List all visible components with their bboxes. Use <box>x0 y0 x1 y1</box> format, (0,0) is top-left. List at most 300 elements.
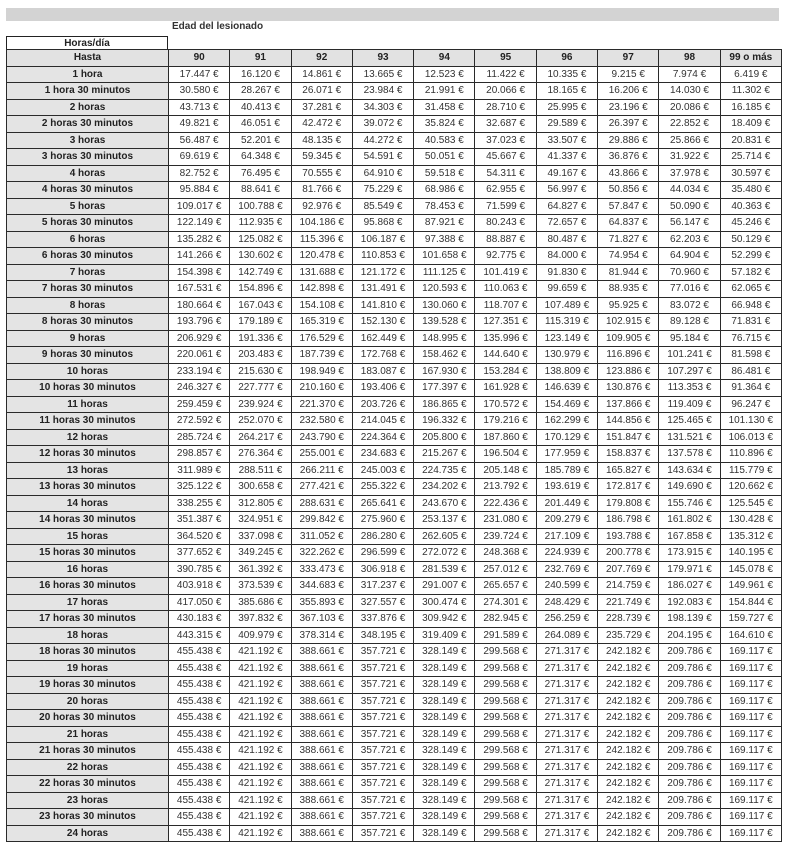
amount-cell: 69.619 € <box>169 149 230 166</box>
amount-cell: 234.202 € <box>414 479 475 496</box>
amount-cell: 91.830 € <box>536 264 597 281</box>
amount-cell: 186.865 € <box>414 396 475 413</box>
amount-cell: 242.182 € <box>598 759 659 776</box>
amount-cell: 152.130 € <box>352 314 413 331</box>
amount-cell: 18.165 € <box>536 83 597 100</box>
amount-cell: 49.821 € <box>169 116 230 133</box>
amount-cell: 201.449 € <box>536 495 597 512</box>
row-header-label: Hasta <box>7 50 169 67</box>
amount-cell: 455.438 € <box>169 677 230 694</box>
amount-cell: 187.860 € <box>475 429 536 446</box>
row-label-hours: 9 horas <box>7 330 169 347</box>
table-row <box>7 248 782 265</box>
amount-cell: 271.317 € <box>536 743 597 760</box>
amount-cell: 130.876 € <box>598 380 659 397</box>
amount-cell: 54.591 € <box>352 149 413 166</box>
amount-cell: 421.192 € <box>230 660 291 677</box>
amount-cell: 252.070 € <box>230 413 291 430</box>
amount-cell: 82.752 € <box>169 165 230 182</box>
amount-cell: 112.935 € <box>230 215 291 232</box>
amount-cell: 328.149 € <box>414 825 475 842</box>
amount-cell: 110.853 € <box>352 248 413 265</box>
amount-cell: 222.436 € <box>475 495 536 512</box>
amount-cell: 351.387 € <box>169 512 230 529</box>
row-label-hours: 4 horas 30 minutos <box>7 182 169 199</box>
row-label-hours: 7 horas <box>7 264 169 281</box>
amount-cell: 99.659 € <box>536 281 597 298</box>
table-row <box>7 380 782 397</box>
amount-cell: 198.139 € <box>659 611 720 628</box>
amount-cell: 57.182 € <box>720 264 781 281</box>
amount-cell: 281.539 € <box>414 561 475 578</box>
amount-cell: 221.370 € <box>291 396 352 413</box>
row-label-hours: 18 horas <box>7 627 169 644</box>
amount-cell: 299.568 € <box>475 693 536 710</box>
amount-cell: 56.487 € <box>169 132 230 149</box>
header-row <box>7 50 782 67</box>
amount-cell: 213.792 € <box>475 479 536 496</box>
amount-cell: 227.777 € <box>230 380 291 397</box>
table-row <box>7 396 782 413</box>
amount-cell: 232.769 € <box>536 561 597 578</box>
amount-cell: 71.831 € <box>720 314 781 331</box>
table-row <box>7 116 782 133</box>
amount-cell: 357.721 € <box>352 710 413 727</box>
amount-cell: 242.182 € <box>598 776 659 793</box>
amount-cell: 246.327 € <box>169 380 230 397</box>
amount-cell: 70.960 € <box>659 264 720 281</box>
row-label-hours: 14 horas 30 minutos <box>7 512 169 529</box>
amount-cell: 62.065 € <box>720 281 781 298</box>
table-row <box>7 825 782 842</box>
amount-cell: 37.281 € <box>291 99 352 116</box>
amount-cell: 18.409 € <box>720 116 781 133</box>
amount-cell: 299.568 € <box>475 644 536 661</box>
amount-cell: 154.108 € <box>291 297 352 314</box>
amount-cell: 37.023 € <box>475 132 536 149</box>
amount-cell: 239.724 € <box>475 528 536 545</box>
row-label-hours: 6 horas 30 minutos <box>7 248 169 265</box>
table-row <box>7 281 782 298</box>
amount-cell: 167.858 € <box>659 528 720 545</box>
table-row <box>7 446 782 463</box>
table-row <box>7 363 782 380</box>
row-label-hours: 20 horas 30 minutos <box>7 710 169 727</box>
amount-cell: 155.746 € <box>659 495 720 512</box>
amount-cell: 167.930 € <box>414 363 475 380</box>
amount-cell: 421.192 € <box>230 726 291 743</box>
row-label-hours: 13 horas <box>7 462 169 479</box>
amount-cell: 207.769 € <box>598 561 659 578</box>
amount-cell: 390.785 € <box>169 561 230 578</box>
column-header-age: 93 <box>352 50 413 67</box>
amount-cell: 76.495 € <box>230 165 291 182</box>
amount-cell: 357.721 € <box>352 776 413 793</box>
amount-cell: 23.196 € <box>598 99 659 116</box>
amount-cell: 30.580 € <box>169 83 230 100</box>
table-row <box>7 314 782 331</box>
amount-cell: 421.192 € <box>230 825 291 842</box>
amount-cell: 169.117 € <box>720 677 781 694</box>
table-row <box>7 165 782 182</box>
amount-cell: 123.149 € <box>536 330 597 347</box>
amount-cell: 135.996 € <box>475 330 536 347</box>
table-row <box>7 413 782 430</box>
amount-cell: 373.539 € <box>230 578 291 595</box>
amount-cell: 193.796 € <box>169 314 230 331</box>
table-row <box>7 726 782 743</box>
amount-cell: 312.805 € <box>230 495 291 512</box>
amount-cell: 193.788 € <box>598 528 659 545</box>
row-label-hours: 3 horas <box>7 132 169 149</box>
amount-cell: 142.749 € <box>230 264 291 281</box>
amount-cell: 154.844 € <box>720 594 781 611</box>
amount-cell: 21.991 € <box>414 83 475 100</box>
amount-cell: 209.786 € <box>659 726 720 743</box>
table-row <box>7 99 782 116</box>
table-row <box>7 792 782 809</box>
amount-cell: 109.017 € <box>169 198 230 215</box>
amount-cell: 272.592 € <box>169 413 230 430</box>
amount-cell: 455.438 € <box>169 743 230 760</box>
amount-cell: 255.322 € <box>352 479 413 496</box>
amount-cell: 169.117 € <box>720 710 781 727</box>
column-header-age: 90 <box>169 50 230 67</box>
amount-cell: 388.661 € <box>291 792 352 809</box>
amount-cell: 204.195 € <box>659 627 720 644</box>
table-row <box>7 759 782 776</box>
amount-cell: 9.215 € <box>598 66 659 83</box>
amount-cell: 144.640 € <box>475 347 536 364</box>
amount-cell: 192.083 € <box>659 594 720 611</box>
row-label-hours: 19 horas 30 minutos <box>7 677 169 694</box>
amount-cell: 209.786 € <box>659 644 720 661</box>
amount-cell: 64.827 € <box>536 198 597 215</box>
row-label-hours: 3 horas 30 minutos <box>7 149 169 166</box>
amount-cell: 455.438 € <box>169 825 230 842</box>
amount-cell: 95.884 € <box>169 182 230 199</box>
amount-cell: 83.072 € <box>659 297 720 314</box>
row-label-hours: 20 horas <box>7 693 169 710</box>
amount-cell: 378.314 € <box>291 627 352 644</box>
amount-cell: 421.192 € <box>230 759 291 776</box>
amount-cell: 255.001 € <box>291 446 352 463</box>
amount-cell: 221.749 € <box>598 594 659 611</box>
amount-cell: 271.317 € <box>536 776 597 793</box>
amount-cell: 92.775 € <box>475 248 536 265</box>
amount-cell: 421.192 € <box>230 710 291 727</box>
amount-cell: 328.149 € <box>414 792 475 809</box>
amount-cell: 26.071 € <box>291 83 352 100</box>
amount-cell: 169.117 € <box>720 776 781 793</box>
amount-cell: 357.721 € <box>352 759 413 776</box>
amount-cell: 443.315 € <box>169 627 230 644</box>
amount-cell: 170.129 € <box>536 429 597 446</box>
amount-cell: 81.944 € <box>598 264 659 281</box>
amount-cell: 325.122 € <box>169 479 230 496</box>
amount-cell: 243.790 € <box>291 429 352 446</box>
amount-cell: 275.960 € <box>352 512 413 529</box>
amount-cell: 106.013 € <box>720 429 781 446</box>
amount-cell: 45.246 € <box>720 215 781 232</box>
amount-cell: 50.051 € <box>414 149 475 166</box>
amount-cell: 291.589 € <box>475 627 536 644</box>
amount-cell: 388.661 € <box>291 677 352 694</box>
amount-cell: 25.866 € <box>659 132 720 149</box>
amount-cell: 455.438 € <box>169 644 230 661</box>
amount-cell: 25.714 € <box>720 149 781 166</box>
amount-cell: 172.817 € <box>598 479 659 496</box>
amount-cell: 200.778 € <box>598 545 659 562</box>
amount-cell: 64.837 € <box>598 215 659 232</box>
column-header-age: 99 o más <box>720 50 781 67</box>
amount-cell: 59.345 € <box>291 149 352 166</box>
row-label-hours: 12 horas 30 minutos <box>7 446 169 463</box>
table-row <box>7 627 782 644</box>
amount-cell: 46.051 € <box>230 116 291 133</box>
amount-cell: 357.721 € <box>352 792 413 809</box>
row-label-hours: 7 horas 30 minutos <box>7 281 169 298</box>
amount-cell: 328.149 € <box>414 809 475 826</box>
amount-cell: 367.103 € <box>291 611 352 628</box>
amount-cell: 29.886 € <box>598 132 659 149</box>
amount-cell: 29.589 € <box>536 116 597 133</box>
table-row <box>7 776 782 793</box>
amount-cell: 377.652 € <box>169 545 230 562</box>
column-header-age: 92 <box>291 50 352 67</box>
amount-cell: 16.185 € <box>720 99 781 116</box>
amount-cell: 183.087 € <box>352 363 413 380</box>
amount-cell: 115.779 € <box>720 462 781 479</box>
amount-cell: 327.557 € <box>352 594 413 611</box>
amount-cell: 68.986 € <box>414 182 475 199</box>
column-header-age: 98 <box>659 50 720 67</box>
amount-cell: 121.172 € <box>352 264 413 281</box>
table-row <box>7 462 782 479</box>
amount-cell: 17.447 € <box>169 66 230 83</box>
row-label-hours: 22 horas <box>7 759 169 776</box>
amount-cell: 74.954 € <box>598 248 659 265</box>
amount-cell: 101.130 € <box>720 413 781 430</box>
table-row <box>7 264 782 281</box>
amount-cell: 109.905 € <box>598 330 659 347</box>
amount-cell: 162.449 € <box>352 330 413 347</box>
table-row <box>7 198 782 215</box>
amount-cell: 357.721 € <box>352 726 413 743</box>
row-label-hours: 9 horas 30 minutos <box>7 347 169 364</box>
amount-cell: 16.120 € <box>230 66 291 83</box>
table-row <box>7 347 782 364</box>
amount-cell: 299.568 € <box>475 677 536 694</box>
amount-cell: 31.458 € <box>414 99 475 116</box>
amount-cell: 421.192 € <box>230 776 291 793</box>
column-header-age: 94 <box>414 50 475 67</box>
amount-cell: 196.332 € <box>414 413 475 430</box>
amount-cell: 271.317 € <box>536 726 597 743</box>
amount-cell: 421.192 € <box>230 677 291 694</box>
amount-cell: 165.827 € <box>598 462 659 479</box>
amount-cell: 421.192 € <box>230 644 291 661</box>
amount-cell: 85.549 € <box>352 198 413 215</box>
amount-cell: 455.438 € <box>169 776 230 793</box>
amount-cell: 193.406 € <box>352 380 413 397</box>
amount-cell: 106.187 € <box>352 231 413 248</box>
amount-cell: 210.160 € <box>291 380 352 397</box>
amount-cell: 81.766 € <box>291 182 352 199</box>
amount-cell: 388.661 € <box>291 710 352 727</box>
amount-cell: 333.473 € <box>291 561 352 578</box>
amount-cell: 37.978 € <box>659 165 720 182</box>
amount-cell: 277.421 € <box>291 479 352 496</box>
amount-cell: 337.098 € <box>230 528 291 545</box>
row-label-hours: 1 hora 30 minutos <box>7 83 169 100</box>
amount-cell: 42.472 € <box>291 116 352 133</box>
amount-cell: 87.921 € <box>414 215 475 232</box>
row-label-hours: 21 horas <box>7 726 169 743</box>
table-row <box>7 809 782 826</box>
amount-cell: 162.299 € <box>536 413 597 430</box>
amount-cell: 59.518 € <box>414 165 475 182</box>
amount-cell: 125.545 € <box>720 495 781 512</box>
amount-cell: 242.182 € <box>598 660 659 677</box>
amount-cell: 299.568 € <box>475 660 536 677</box>
amount-cell: 75.229 € <box>352 182 413 199</box>
amount-cell: 172.768 € <box>352 347 413 364</box>
amount-cell: 120.478 € <box>291 248 352 265</box>
amount-cell: 271.317 € <box>536 825 597 842</box>
amount-cell: 271.317 € <box>536 644 597 661</box>
amount-cell: 30.597 € <box>720 165 781 182</box>
amount-cell: 16.206 € <box>598 83 659 100</box>
amount-cell: 31.922 € <box>659 149 720 166</box>
amount-cell: 80.243 € <box>475 215 536 232</box>
amount-cell: 130.060 € <box>414 297 475 314</box>
amount-cell: 101.241 € <box>659 347 720 364</box>
amount-cell: 50.090 € <box>659 198 720 215</box>
table-row <box>7 561 782 578</box>
row-label-hours: 11 horas <box>7 396 169 413</box>
amount-cell: 248.368 € <box>475 545 536 562</box>
amount-cell: 40.363 € <box>720 198 781 215</box>
amount-cell: 154.896 € <box>230 281 291 298</box>
amount-cell: 96.247 € <box>720 396 781 413</box>
amount-cell: 45.667 € <box>475 149 536 166</box>
amount-cell: 299.842 € <box>291 512 352 529</box>
row-label-hours: 22 horas 30 minutos <box>7 776 169 793</box>
amount-cell: 177.397 € <box>414 380 475 397</box>
amount-cell: 141.266 € <box>169 248 230 265</box>
table-row <box>7 545 782 562</box>
amount-cell: 111.125 € <box>414 264 475 281</box>
table-row <box>7 231 782 248</box>
amount-cell: 35.824 € <box>414 116 475 133</box>
amount-cell: 176.529 € <box>291 330 352 347</box>
column-header-age: 95 <box>475 50 536 67</box>
amount-cell: 151.847 € <box>598 429 659 446</box>
amount-cell: 388.661 € <box>291 825 352 842</box>
amount-cell: 455.438 € <box>169 710 230 727</box>
amount-cell: 206.929 € <box>169 330 230 347</box>
table-row <box>7 693 782 710</box>
amount-cell: 11.302 € <box>720 83 781 100</box>
amount-cell: 388.661 € <box>291 726 352 743</box>
amount-cell: 388.661 € <box>291 693 352 710</box>
compensation-table <box>6 49 782 842</box>
amount-cell: 169.117 € <box>720 693 781 710</box>
amount-cell: 271.317 € <box>536 809 597 826</box>
amount-cell: 120.662 € <box>720 479 781 496</box>
table-row <box>7 512 782 529</box>
amount-cell: 146.639 € <box>536 380 597 397</box>
amount-cell: 180.664 € <box>169 297 230 314</box>
amount-cell: 299.568 € <box>475 759 536 776</box>
amount-cell: 209.786 € <box>659 660 720 677</box>
amount-cell: 89.128 € <box>659 314 720 331</box>
row-label-hours: 15 horas <box>7 528 169 545</box>
table-row <box>7 479 782 496</box>
column-header-age: 97 <box>598 50 659 67</box>
amount-cell: 140.195 € <box>720 545 781 562</box>
amount-cell: 149.690 € <box>659 479 720 496</box>
amount-cell: 141.810 € <box>352 297 413 314</box>
amount-cell: 118.707 € <box>475 297 536 314</box>
amount-cell: 130.602 € <box>230 248 291 265</box>
amount-cell: 421.192 € <box>230 693 291 710</box>
amount-cell: 11.422 € <box>475 66 536 83</box>
amount-cell: 179.808 € <box>598 495 659 512</box>
amount-cell: 215.630 € <box>230 363 291 380</box>
amount-cell: 259.459 € <box>169 396 230 413</box>
table-row <box>7 578 782 595</box>
amount-cell: 397.832 € <box>230 611 291 628</box>
amount-cell: 193.619 € <box>536 479 597 496</box>
amount-cell: 119.409 € <box>659 396 720 413</box>
amount-cell: 88.887 € <box>475 231 536 248</box>
table-row <box>7 644 782 661</box>
amount-cell: 167.043 € <box>230 297 291 314</box>
amount-cell: 417.050 € <box>169 594 230 611</box>
amount-cell: 41.337 € <box>536 149 597 166</box>
amount-cell: 26.397 € <box>598 116 659 133</box>
table-row <box>7 594 782 611</box>
amount-cell: 131.688 € <box>291 264 352 281</box>
amount-cell: 403.918 € <box>169 578 230 595</box>
amount-cell: 14.861 € <box>291 66 352 83</box>
amount-cell: 169.117 € <box>720 644 781 661</box>
amount-cell: 214.045 € <box>352 413 413 430</box>
amount-cell: 78.453 € <box>414 198 475 215</box>
amount-cell: 62.955 € <box>475 182 536 199</box>
amount-cell: 95.925 € <box>598 297 659 314</box>
amount-cell: 240.599 € <box>536 578 597 595</box>
amount-cell: 271.317 € <box>536 693 597 710</box>
amount-cell: 191.336 € <box>230 330 291 347</box>
amount-cell: 328.149 € <box>414 759 475 776</box>
amount-cell: 158.462 € <box>414 347 475 364</box>
amount-cell: 145.078 € <box>720 561 781 578</box>
table-row <box>7 215 782 232</box>
amount-cell: 209.786 € <box>659 677 720 694</box>
row-label-hours: 23 horas 30 minutos <box>7 809 169 826</box>
amount-cell: 328.149 € <box>414 660 475 677</box>
amount-cell: 56.997 € <box>536 182 597 199</box>
amount-cell: 44.034 € <box>659 182 720 199</box>
amount-cell: 309.942 € <box>414 611 475 628</box>
column-header-age: 91 <box>230 50 291 67</box>
amount-cell: 139.528 € <box>414 314 475 331</box>
amount-cell: 357.721 € <box>352 644 413 661</box>
amount-cell: 209.786 € <box>659 693 720 710</box>
